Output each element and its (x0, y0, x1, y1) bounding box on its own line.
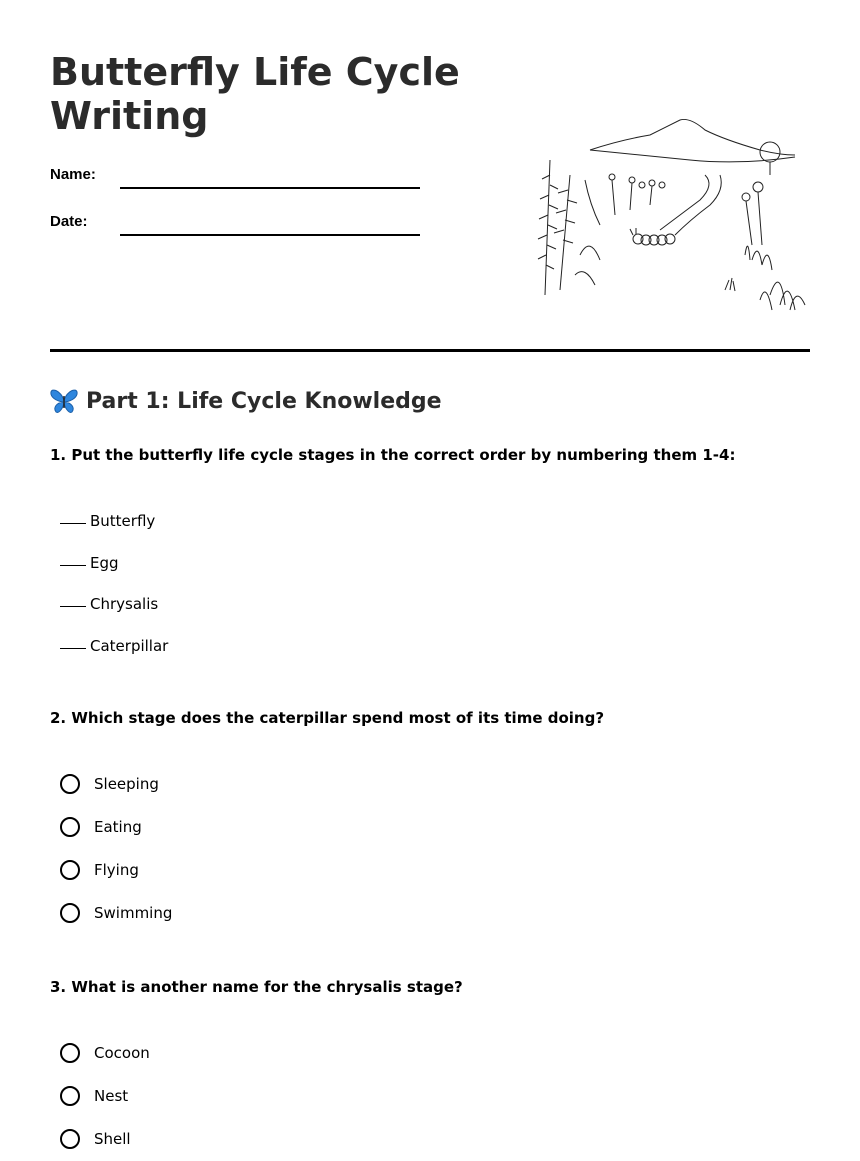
section-heading (50, 388, 442, 414)
radio-button[interactable] (60, 1129, 80, 1149)
option-sleeping[interactable] (60, 774, 159, 794)
answer-blank[interactable] (60, 565, 86, 566)
order-item-label: Butterfly (90, 512, 156, 530)
option-label: Shell (94, 1130, 131, 1148)
option-eating[interactable] (60, 817, 142, 837)
order-item-egg (60, 554, 119, 572)
date-field[interactable] (120, 234, 420, 236)
option-label: Sleeping (94, 775, 159, 793)
section-title: Part 1: Life Cycle Knowledge (86, 388, 442, 414)
option-label: Nest (94, 1087, 129, 1105)
order-item-caterpillar (60, 637, 168, 655)
name-field[interactable] (120, 187, 420, 189)
order-item-chrysalis (60, 595, 158, 613)
radio-button[interactable] (60, 903, 80, 923)
option-label: Cocoon (94, 1044, 150, 1062)
order-item-butterfly (60, 512, 155, 530)
question-3: 3. What is another name for the chrysalis stage? (50, 978, 463, 996)
option-cocoon[interactable] (60, 1043, 150, 1063)
answer-blank[interactable] (60, 523, 86, 524)
option-flying[interactable] (60, 860, 139, 880)
option-swimming[interactable] (60, 903, 172, 923)
meadow-illustration (530, 115, 810, 315)
order-item-label: Egg (90, 554, 119, 572)
question-2: 2. Which stage does the caterpillar spend most of its time doing? (50, 709, 605, 727)
order-item-label: Chrysalis (90, 595, 159, 613)
radio-button[interactable] (60, 817, 80, 837)
option-label: Flying (94, 861, 139, 879)
radio-button[interactable] (60, 1086, 80, 1106)
radio-button[interactable] (60, 860, 80, 880)
option-label: Swimming (94, 904, 173, 922)
answer-blank[interactable] (60, 648, 86, 649)
order-item-label: Caterpillar (90, 637, 169, 655)
option-nest[interactable] (60, 1086, 128, 1106)
answer-blank[interactable] (60, 606, 86, 607)
radio-button[interactable] (60, 1043, 80, 1063)
question-1: 1. Put the butterfly life cycle stages in the correct order by numbering them 1-4: (50, 446, 736, 464)
date-label: Date: (50, 213, 88, 230)
name-label: Name: (50, 166, 96, 183)
butterfly-icon (50, 388, 78, 414)
page-title: Butterfly Life Cycle Writing (50, 50, 460, 138)
option-shell[interactable] (60, 1129, 131, 1149)
radio-button[interactable] (60, 774, 80, 794)
section-divider (50, 349, 810, 352)
option-label: Eating (94, 818, 142, 836)
